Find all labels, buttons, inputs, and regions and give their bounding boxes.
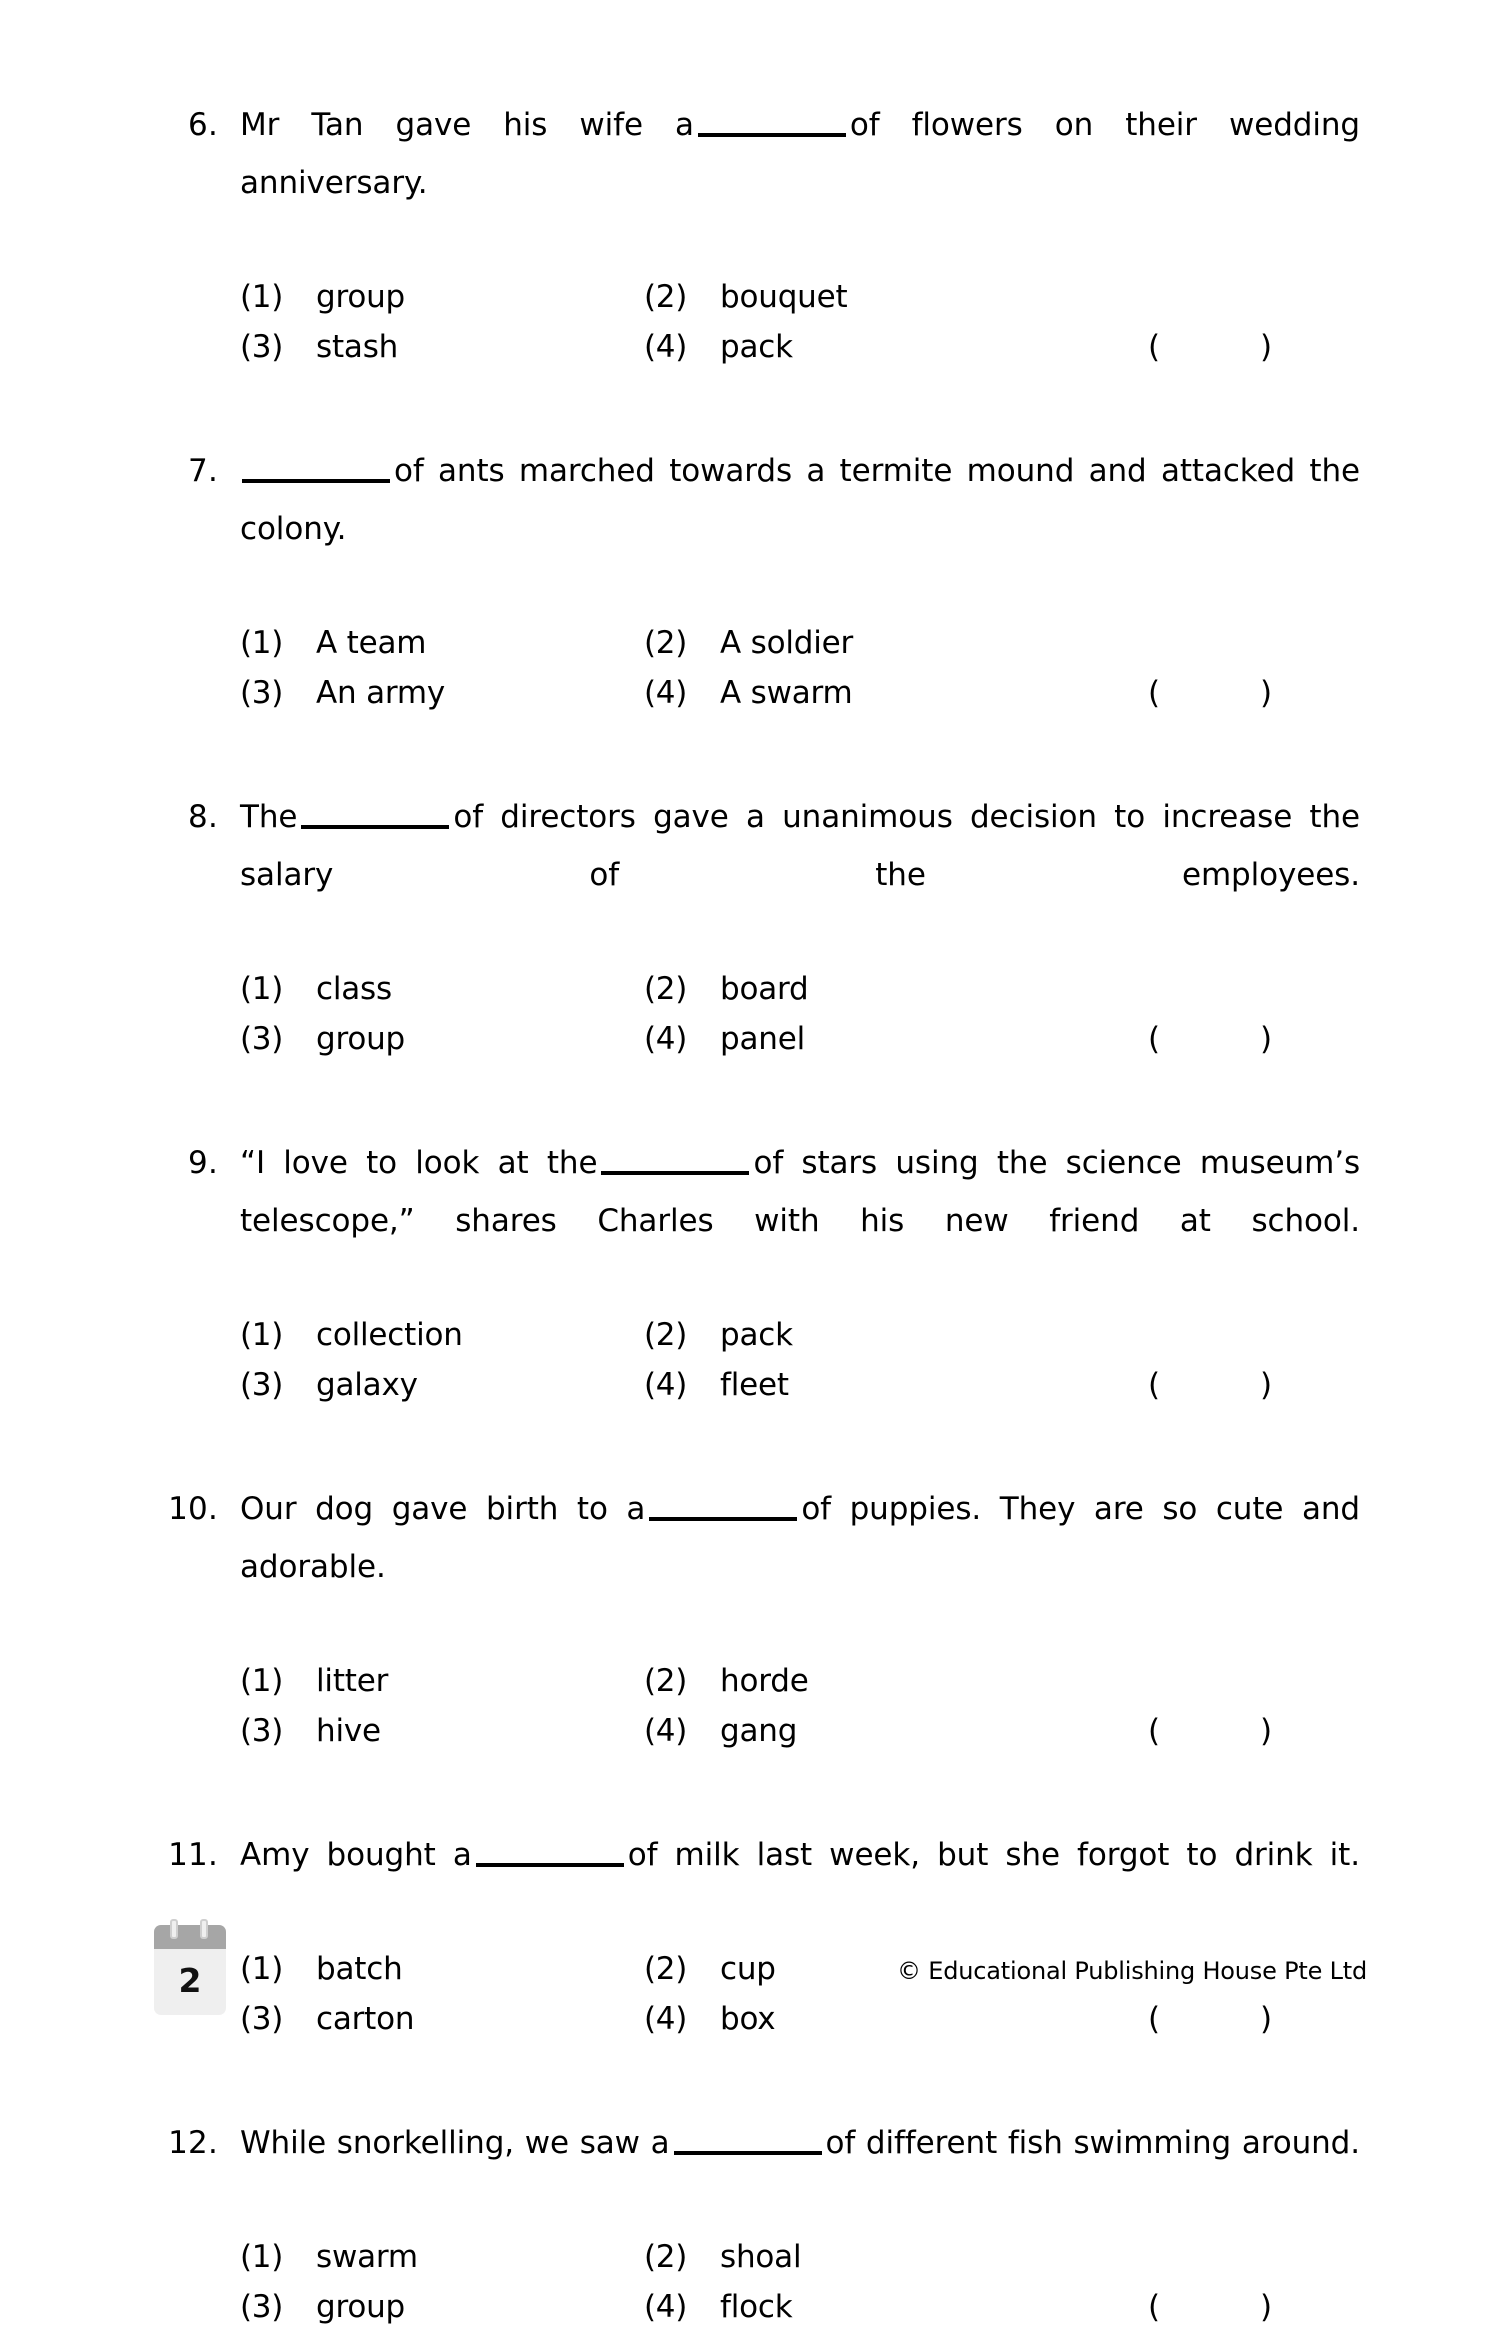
page-number-tab-icon <box>154 1925 226 2015</box>
option-label: class <box>316 971 392 1007</box>
answer-bracket[interactable] <box>1048 322 1360 372</box>
option-key: (1) <box>240 1663 284 1699</box>
option-1[interactable] <box>240 618 644 668</box>
question-number: 10. <box>168 1491 218 1527</box>
option-key: (1) <box>240 279 284 315</box>
question-text-after-blank: of milk last week, but she forgot to drink it. <box>627 1837 1360 1873</box>
answer-bracket[interactable] <box>1048 668 1360 718</box>
option-key: (4) <box>644 329 688 365</box>
option-key: (4) <box>644 1367 688 1403</box>
page-number-label: 2 <box>178 1961 202 2000</box>
question-text-after-blank: of flowers on their wedding anniversary. <box>240 107 1360 201</box>
answer-paren-right: ) <box>1260 2001 1273 2037</box>
answer-paren-right: ) <box>1260 2289 1273 2325</box>
page-footer <box>0 1924 1497 2048</box>
option-key: (1) <box>240 1317 284 1353</box>
option-key: (2) <box>644 1317 688 1353</box>
option-4[interactable] <box>644 1706 1048 1756</box>
option-label: swarm <box>316 2239 418 2275</box>
option-4[interactable] <box>644 1014 1048 1064</box>
option-label: pack <box>720 1317 793 1353</box>
tab-ring-left-icon <box>170 1919 178 1939</box>
answer-paren-right: ) <box>1260 1021 1273 1057</box>
question-spacer <box>168 1756 1360 1826</box>
answer-paren-left: ( <box>1148 1021 1161 1057</box>
option-3[interactable] <box>240 2282 644 2332</box>
question-text <box>240 2114 1360 2230</box>
answer-paren-right: ) <box>1260 1713 1273 1749</box>
option-row <box>240 668 1360 718</box>
question-block <box>168 442 1360 718</box>
option-key: (1) <box>240 971 284 1007</box>
question-number: 9. <box>188 1145 218 1181</box>
question-spacer <box>168 1064 1360 1134</box>
question-stem-row <box>168 1480 1360 1756</box>
option-2[interactable] <box>644 272 1048 322</box>
question-body <box>240 2114 1360 2332</box>
option-label: A team <box>316 625 427 661</box>
option-label: fleet <box>720 1367 789 1403</box>
question-spacer <box>168 372 1360 442</box>
option-2[interactable] <box>644 2232 1048 2282</box>
question-text-after-blank: of directors gave a unanimous decision to increase the salary of the employees. <box>240 799 1360 893</box>
answer-blank-rule[interactable] <box>601 1151 749 1175</box>
options-group <box>240 1656 1360 1756</box>
question-text <box>240 1134 1360 1308</box>
option-key: (4) <box>644 2001 688 2037</box>
question-body <box>240 788 1360 1064</box>
answer-paren-right: ) <box>1260 329 1273 365</box>
question-stem-row <box>168 1134 1360 1410</box>
option-row <box>240 1014 1360 1064</box>
option-row <box>240 964 1360 1014</box>
option-4[interactable] <box>644 322 1048 372</box>
option-key: (3) <box>240 1367 284 1403</box>
option-key: (1) <box>240 625 284 661</box>
copyright-notice: © Educational Publishing House Pte Ltd <box>897 1957 1367 1985</box>
option-key: (3) <box>240 2289 284 2325</box>
option-4[interactable] <box>644 1360 1048 1410</box>
option-key: (4) <box>644 1713 688 1749</box>
option-1[interactable] <box>240 1656 644 1706</box>
answer-blank-rule[interactable] <box>242 459 390 483</box>
options-group <box>240 272 1360 372</box>
option-row <box>240 1656 1360 1706</box>
option-label: shoal <box>720 2239 802 2275</box>
option-label: A soldier <box>720 625 854 661</box>
question-text-before-blank: Amy bought a <box>240 1837 472 1873</box>
question-text-after-blank: of stars using the science museum’s telescope,” shares Charles with his new friend at school. <box>240 1145 1360 1239</box>
option-key: (3) <box>240 1713 284 1749</box>
question-text-after-blank: of ants marched towards a termite mound and attacked the colony. <box>240 453 1360 547</box>
option-label: horde <box>720 1663 809 1699</box>
option-1[interactable] <box>240 1310 644 1360</box>
option-2[interactable] <box>644 1656 1048 1706</box>
question-stem-row <box>168 442 1360 718</box>
question-block <box>168 788 1360 1064</box>
option-key: (4) <box>644 2289 688 2325</box>
option-key: (3) <box>240 329 284 365</box>
answer-bracket[interactable] <box>1048 1360 1360 1410</box>
option-key: (2) <box>644 1663 688 1699</box>
option-2[interactable] <box>644 964 1048 1014</box>
question-body <box>240 1134 1360 1410</box>
answer-bracket[interactable] <box>1048 1014 1360 1064</box>
option-label: flock <box>720 2289 793 2325</box>
option-label: bouquet <box>720 279 848 315</box>
options-group <box>240 618 1360 718</box>
option-label: An army <box>316 675 446 711</box>
question-body <box>240 442 1360 718</box>
option-row <box>240 272 1360 322</box>
option-key: (1) <box>240 2239 284 2275</box>
option-3[interactable] <box>240 668 644 718</box>
option-label: galaxy <box>316 1367 418 1403</box>
answer-bracket[interactable] <box>1048 1706 1360 1756</box>
tab-ring-right-icon <box>200 1919 208 1939</box>
question-number: 8. <box>188 799 218 835</box>
answer-blank-rule[interactable] <box>301 805 449 829</box>
answer-blank-rule[interactable] <box>476 1843 624 1867</box>
option-4[interactable] <box>644 2282 1048 2332</box>
option-key: (2) <box>644 625 688 661</box>
option-label: group <box>316 279 406 315</box>
question-stem-row <box>168 788 1360 1064</box>
question-text-before-blank: “I love to look at the <box>240 1145 598 1181</box>
question-block <box>168 96 1360 372</box>
answer-blank-rule[interactable] <box>649 1497 797 1521</box>
options-group <box>240 1310 1360 1410</box>
option-3[interactable] <box>240 1706 644 1756</box>
question-number: 12. <box>168 2125 218 2161</box>
question-body <box>240 1480 1360 1756</box>
option-label: A swarm <box>720 675 853 711</box>
option-key: (3) <box>240 2001 284 2037</box>
question-number: 7. <box>188 453 218 489</box>
question-text <box>240 788 1360 962</box>
option-label: carton <box>316 2001 415 2037</box>
option-row <box>240 1310 1360 1360</box>
option-1[interactable] <box>240 272 644 322</box>
option-label: litter <box>316 1663 389 1699</box>
question-text-after-blank: of different fish swimming around. <box>825 2125 1360 2161</box>
question-body <box>240 96 1360 372</box>
question-text-before-blank: Mr Tan gave his wife a <box>240 107 694 143</box>
option-key: (1) <box>240 1951 284 1987</box>
question-spacer <box>168 718 1360 788</box>
question-number: 6. <box>188 107 218 143</box>
answer-paren-right: ) <box>1260 675 1273 711</box>
option-row <box>240 1706 1360 1756</box>
answer-paren-left: ( <box>1148 2001 1161 2037</box>
option-label: collection <box>316 1317 463 1353</box>
option-label: pack <box>720 329 793 365</box>
answer-blank-rule[interactable] <box>674 2131 822 2155</box>
option-key: (2) <box>644 279 688 315</box>
question-number: 11. <box>168 1837 218 1873</box>
option-row <box>240 322 1360 372</box>
answer-paren-left: ( <box>1148 1367 1161 1403</box>
option-key: (4) <box>644 1021 688 1057</box>
answer-paren-right: ) <box>1260 1367 1273 1403</box>
question-block <box>168 2114 1360 2332</box>
option-1[interactable] <box>240 2232 644 2282</box>
option-key: (2) <box>644 971 688 1007</box>
answer-blank-rule[interactable] <box>698 113 846 137</box>
question-text <box>240 442 1360 616</box>
tab-top-bar-shape <box>154 1925 226 1949</box>
answer-paren-left: ( <box>1148 2289 1161 2325</box>
question-text-before-blank: Our dog gave birth to a <box>240 1491 646 1527</box>
option-key: (3) <box>240 675 284 711</box>
question-block <box>168 1480 1360 1756</box>
answer-paren-left: ( <box>1148 675 1161 711</box>
question-stem-row <box>168 96 1360 372</box>
question-text-before-blank: The <box>240 799 298 835</box>
answer-paren-left: ( <box>1148 329 1161 365</box>
option-label: gang <box>720 1713 798 1749</box>
option-label: cup <box>720 1951 776 1987</box>
question-block <box>168 1134 1360 1410</box>
option-label: stash <box>316 329 399 365</box>
option-row <box>240 2232 1360 2282</box>
question-spacer <box>168 2044 1360 2114</box>
option-key: (2) <box>644 2239 688 2275</box>
option-label: board <box>720 971 809 1007</box>
question-text-before-blank: While snorkelling, we saw a <box>240 2125 670 2161</box>
option-label: group <box>316 2289 406 2325</box>
option-key: (4) <box>644 675 688 711</box>
option-row <box>240 1360 1360 1410</box>
option-label: batch <box>316 1951 403 1987</box>
option-row <box>240 618 1360 668</box>
option-key: (2) <box>644 1951 688 1987</box>
option-key: (3) <box>240 1021 284 1057</box>
option-row <box>240 2282 1360 2332</box>
question-text <box>240 96 1360 270</box>
option-label: box <box>720 2001 776 2037</box>
option-label: group <box>316 1021 406 1057</box>
question-text <box>240 1480 1360 1654</box>
option-3[interactable] <box>240 1014 644 1064</box>
option-2[interactable] <box>644 1310 1048 1360</box>
question-spacer <box>168 1410 1360 1480</box>
question-stem-row <box>168 2114 1360 2332</box>
question-text-after-blank: of puppies. They are so cute and adorable. <box>240 1491 1360 1585</box>
option-1[interactable] <box>240 964 644 1014</box>
answer-paren-left: ( <box>1148 1713 1161 1749</box>
options-group <box>240 2232 1360 2332</box>
option-3[interactable] <box>240 1360 644 1410</box>
option-label: panel <box>720 1021 806 1057</box>
options-group <box>240 964 1360 1064</box>
option-4[interactable] <box>644 668 1048 718</box>
option-3[interactable] <box>240 322 644 372</box>
option-label: hive <box>316 1713 381 1749</box>
answer-bracket[interactable] <box>1048 2282 1360 2332</box>
option-2[interactable] <box>644 618 1048 668</box>
